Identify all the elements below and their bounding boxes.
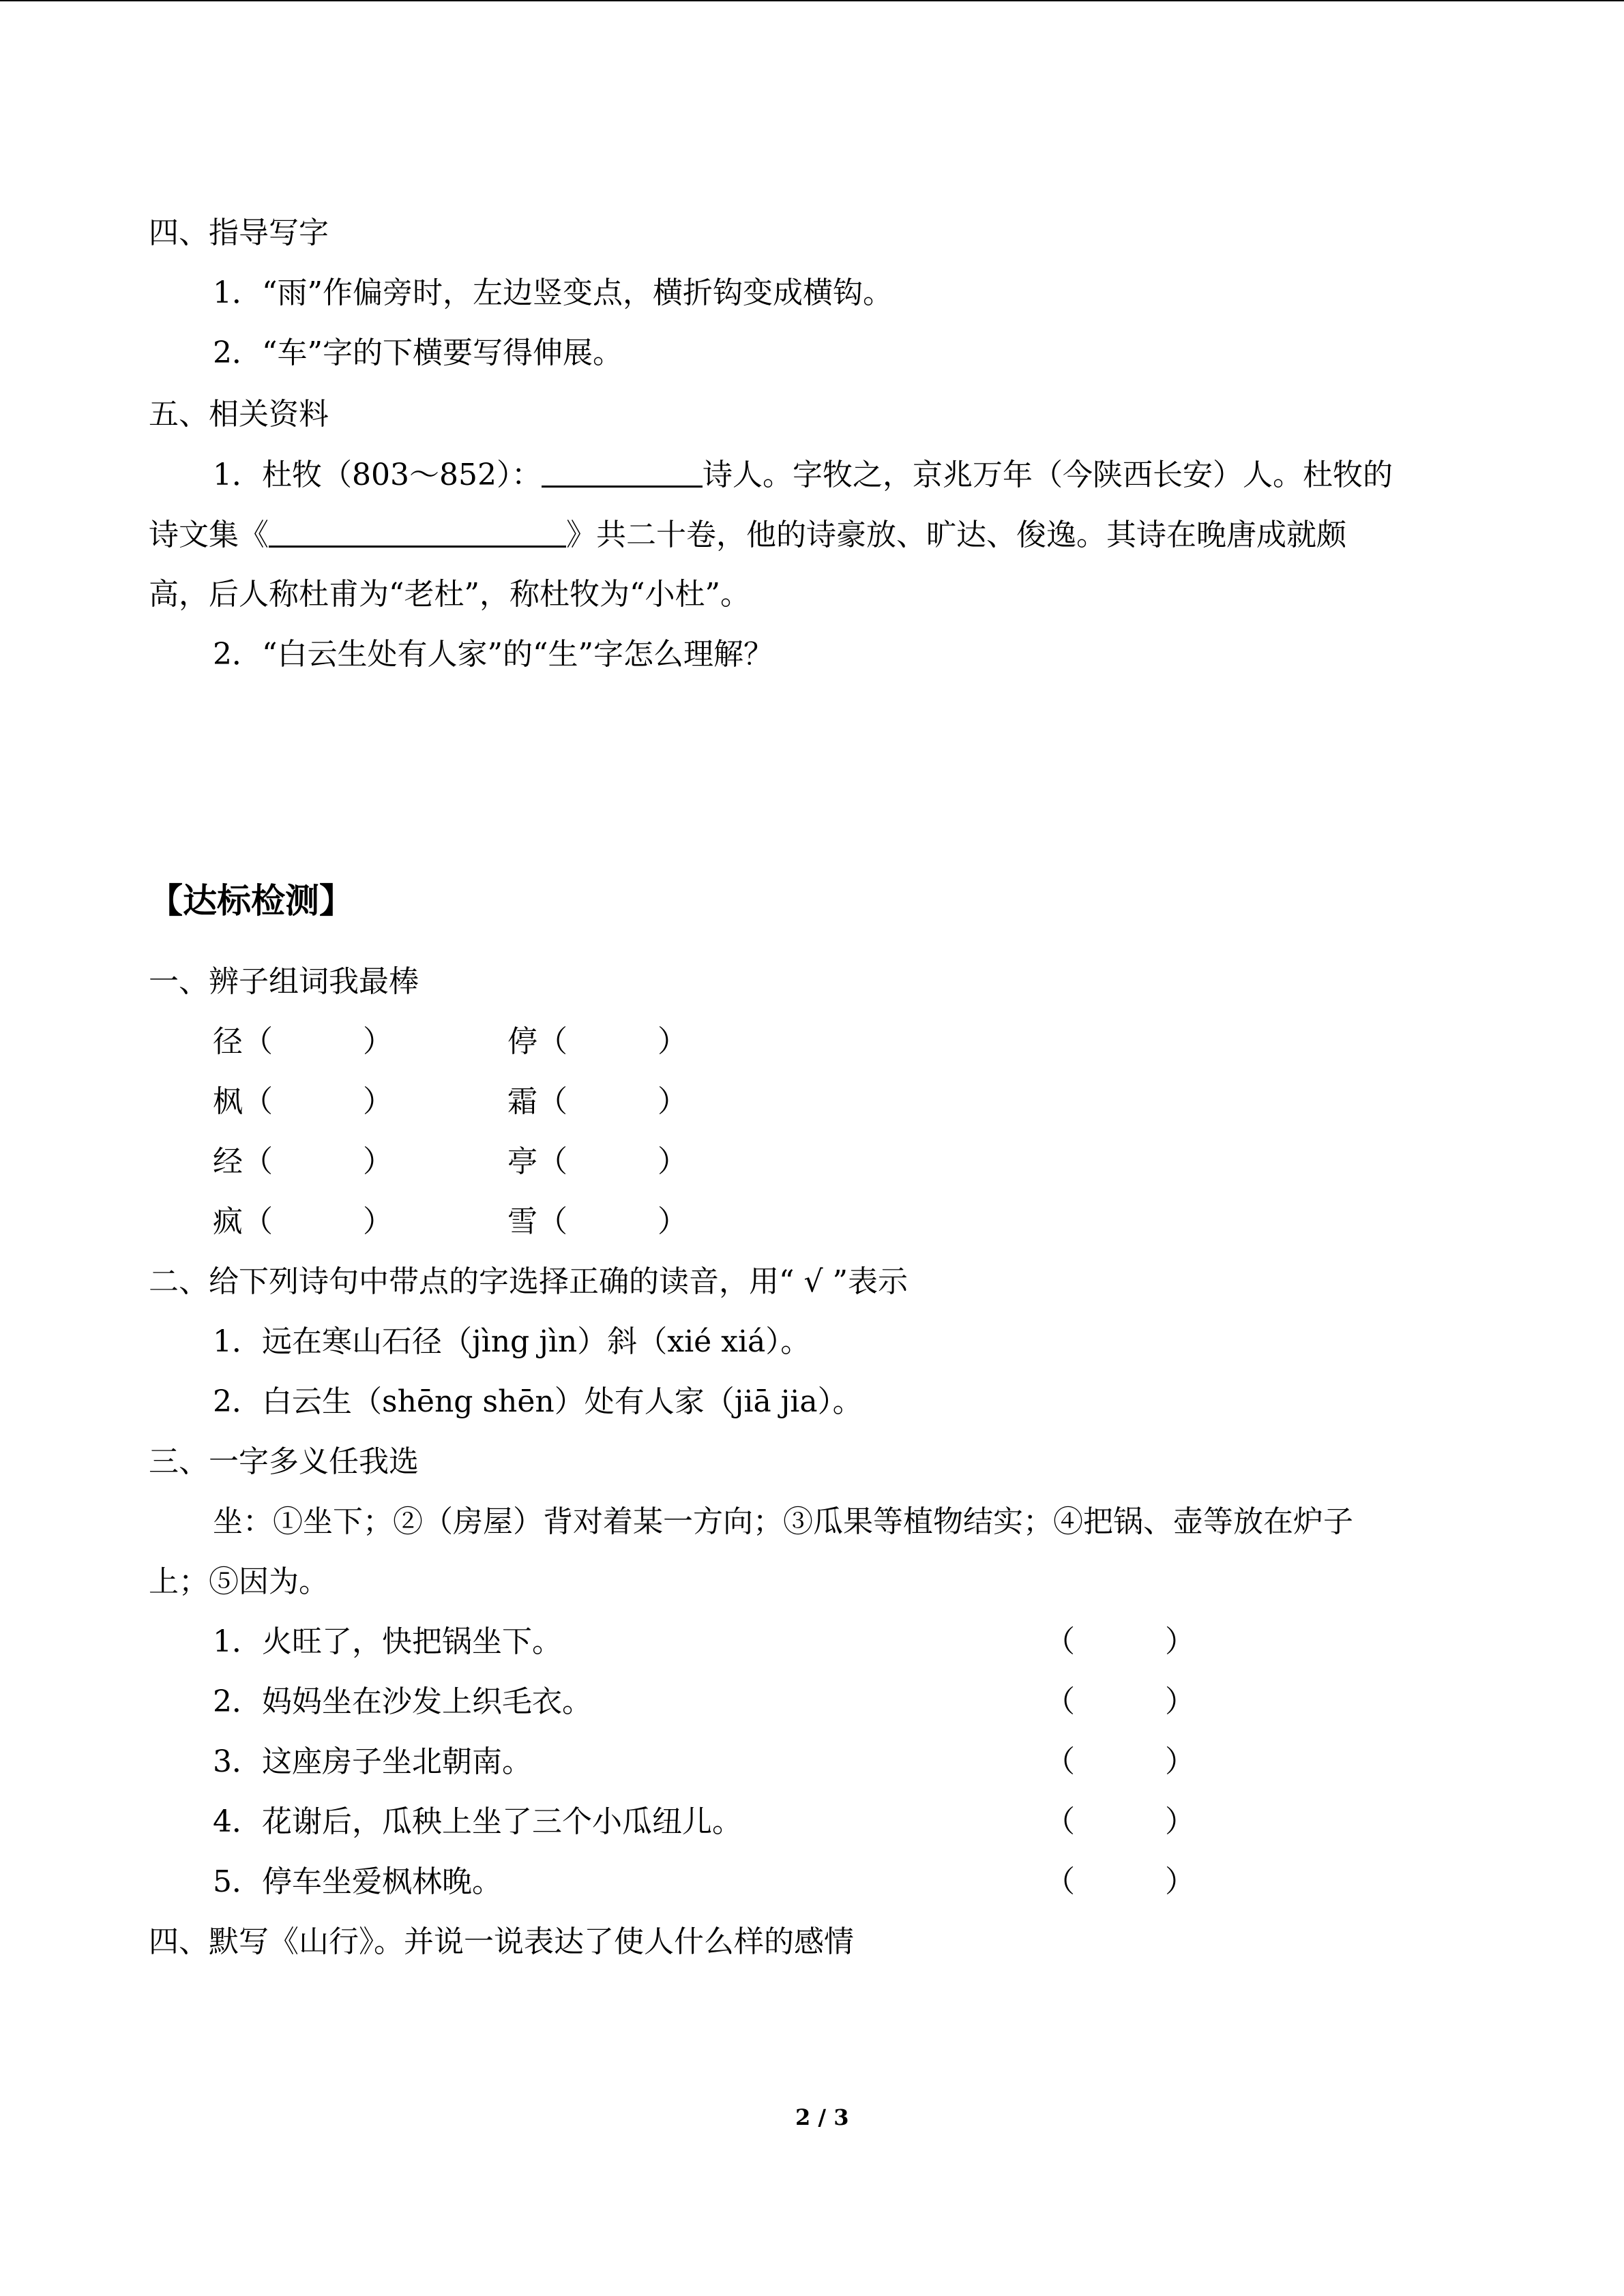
section5-item1-line2 (149, 516, 1346, 554)
q1-row1-right[interactable]: 停（ ） (507, 1024, 688, 1059)
q4-title: 四、默写《山行》。并说一说表达了使人什么样的感情 (149, 1924, 854, 1959)
answer-blank-collection[interactable] (269, 516, 566, 548)
q2-title: 二、给下列诗句中带点的字选择正确的读音，用“ √ ”表示 (149, 1264, 908, 1299)
q1-row2-right[interactable]: 霜（ ） (507, 1084, 688, 1119)
q1-row3-right[interactable]: 亭（ ） (507, 1144, 688, 1179)
section5-item1-prefix: 1．杜牧（803～852）： (213, 458, 542, 492)
q2-item2[interactable]: 2．白云生（shēng shēn）处有人家（jiā jia）。 (213, 1384, 863, 1419)
q3-item2: 2．妈妈坐在沙发上织毛衣。 (213, 1684, 592, 1719)
q3-item5: 5．停车坐爱枫林晚。 (213, 1864, 502, 1899)
q1-row1-left[interactable]: 径（ ） (213, 1024, 393, 1059)
section5-item2: 2．“白云生处有人家”的“生”字怎么理解？ (213, 637, 773, 672)
q1-row4-left[interactable]: 疯（ ） (213, 1204, 393, 1239)
section4-item1: 1．“雨”作偏旁时，左边竖变点，横折钩变成横钩。 (213, 275, 893, 310)
q1-row3-left[interactable]: 经（ ） (213, 1144, 393, 1179)
section5-item1-collection-prefix: 诗文集《 (149, 518, 269, 552)
q3-item2-answer[interactable]: （ ） (1045, 1684, 1195, 1719)
top-border (0, 0, 1624, 1)
section5-item1-line1 (213, 456, 1393, 494)
q3-definition-line1: 坐：①坐下；②（房屋）背对着某一方向；③瓜果等植物结实；④把锅、壶等放在炉子 (213, 1504, 1353, 1539)
q3-item3: 3．这座房子坐北朝南。 (213, 1744, 532, 1779)
page-number: 2 / 3 (795, 2104, 849, 2130)
section5-title: 五、相关资料 (149, 397, 329, 432)
q1-row4-right[interactable]: 雪（ ） (507, 1204, 688, 1239)
q3-item1: 1．火旺了，快把锅坐下。 (213, 1624, 562, 1659)
section4-item2: 2．“车”字的下横要写得伸展。 (213, 336, 623, 370)
q3-definition-line2: 上；⑤因为。 (149, 1564, 329, 1599)
q2-item1[interactable]: 1．远在寒山石径（jìng jìn）斜（xié xiá）。 (213, 1324, 811, 1359)
q3-item1-answer[interactable]: （ ） (1045, 1624, 1195, 1659)
section4-title: 四、指导写字 (149, 215, 329, 250)
section5-item1-collection-suffix: 》共二十卷，他的诗豪放、旷达、俊逸。其诗在晚唐成就颇 (566, 518, 1346, 552)
q1-row2-left[interactable]: 枫（ ） (213, 1084, 393, 1119)
q3-item3-answer[interactable]: （ ） (1045, 1744, 1195, 1779)
q3-item5-answer[interactable]: （ ） (1045, 1864, 1195, 1899)
test-heading: 【达标检测】 (149, 881, 353, 921)
section5-item1-suffix: 诗人。字牧之，京兆万年（今陕西长安）人。杜牧的 (702, 458, 1393, 492)
q3-title: 三、一字多义任我选 (149, 1444, 419, 1479)
q1-title: 一、辨子组词我最棒 (149, 964, 419, 999)
answer-blank-era[interactable] (542, 456, 703, 488)
q3-item4-answer[interactable]: （ ） (1045, 1804, 1195, 1839)
section5-item1-line3: 高，后人称杜甫为“老杜”，称杜牧为“小杜”。 (149, 577, 750, 612)
q3-item4: 4．花谢后，瓜秧上坐了三个小瓜纽儿。 (213, 1804, 742, 1839)
